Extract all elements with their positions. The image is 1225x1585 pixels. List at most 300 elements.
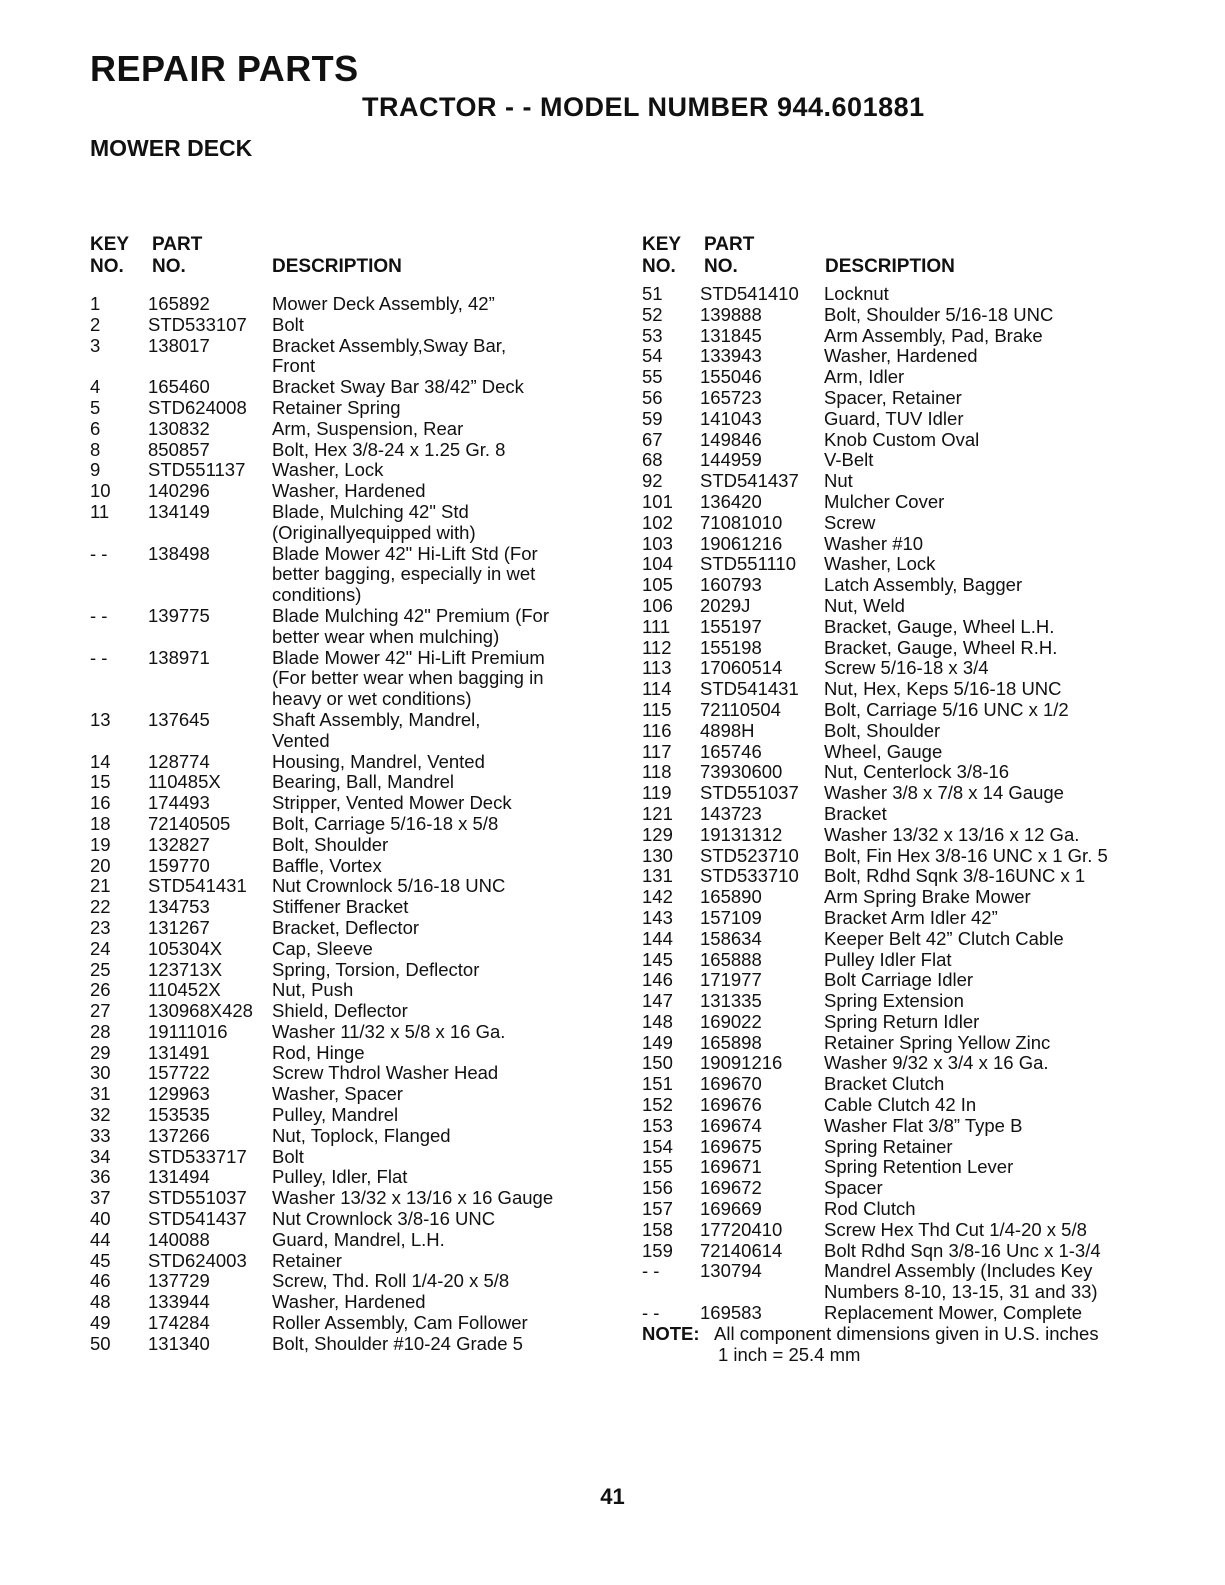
key-number: 150 bbox=[642, 1052, 673, 1074]
key-number: 155 bbox=[642, 1156, 673, 1178]
key-number: 1 bbox=[90, 293, 101, 314]
conversion-note bbox=[642, 1345, 1162, 1366]
part-row bbox=[642, 929, 1162, 950]
part-row bbox=[642, 554, 1162, 575]
column-headers bbox=[642, 234, 1162, 282]
part-row bbox=[642, 388, 1162, 409]
part-number: 19091216 bbox=[700, 1052, 783, 1074]
key-number: 67 bbox=[642, 428, 663, 450]
key-number: 32 bbox=[90, 1104, 111, 1126]
key-header-line2: NO. bbox=[90, 256, 124, 277]
part-row bbox=[90, 918, 590, 939]
part-row bbox=[642, 825, 1162, 846]
key-number: 34 bbox=[90, 1145, 111, 1167]
part-row bbox=[642, 492, 1162, 513]
key-number: 149 bbox=[642, 1031, 673, 1053]
key-number: 54 bbox=[642, 345, 663, 367]
part-description: Washer, Hardened bbox=[272, 1291, 426, 1313]
part-row bbox=[642, 866, 1162, 887]
part-description: Bracket, Deflector bbox=[272, 916, 420, 938]
part-description: Bolt, Shoulder 5/16-18 UNC bbox=[824, 303, 1054, 325]
key-number: 157 bbox=[642, 1198, 673, 1220]
part-description: Rod, Hinge bbox=[272, 1041, 365, 1063]
key-number: - - bbox=[90, 604, 108, 626]
part-number: 157109 bbox=[700, 906, 762, 928]
part-description: Blade Mower 42" Hi-Lift Std (For better bagging, especially in wet conditions) bbox=[272, 542, 538, 606]
part-row bbox=[642, 534, 1162, 555]
part-row bbox=[642, 846, 1162, 867]
part-description: Spring Return Idler bbox=[824, 1010, 980, 1032]
part-header-line1: PART bbox=[152, 234, 203, 255]
key-number: - - bbox=[642, 1260, 660, 1282]
part-row bbox=[642, 367, 1162, 388]
key-number: 92 bbox=[642, 470, 663, 492]
part-row bbox=[90, 1188, 590, 1209]
part-number: 160793 bbox=[700, 574, 762, 596]
key-number: - - bbox=[642, 1302, 660, 1324]
part-number: 169583 bbox=[700, 1302, 762, 1324]
column-headers bbox=[90, 234, 590, 282]
part-description: Bracket, Gauge, Wheel L.H. bbox=[824, 615, 1055, 637]
part-description: Bolt Rdhd Sqn 3/8-16 Unc x 1-3/4 bbox=[824, 1239, 1101, 1261]
part-description: Washer Flat 3/8” Type B bbox=[824, 1114, 1023, 1136]
conversion-text: 1 inch = 25.4 mm bbox=[718, 1343, 861, 1365]
part-description: Bolt, Carriage 5/16-18 x 5/8 bbox=[272, 812, 499, 834]
part-row bbox=[90, 1313, 590, 1334]
part-description: Bracket, Gauge, Wheel R.H. bbox=[824, 636, 1058, 658]
key-number: 16 bbox=[90, 792, 111, 814]
part-header-line1: PART bbox=[704, 234, 755, 255]
part-number: 138017 bbox=[148, 334, 210, 356]
key-number: 4 bbox=[90, 376, 101, 398]
part-description: Bolt, Shoulder bbox=[272, 833, 389, 855]
part-description: Mandrel Assembly (Includes Key Numbers 8-10, 13-15, 31 and 33) bbox=[824, 1260, 1098, 1303]
part-row bbox=[90, 1022, 590, 1043]
part-number: STD541431 bbox=[700, 678, 799, 700]
parts-list-left bbox=[90, 234, 590, 1355]
part-number: 155198 bbox=[700, 636, 762, 658]
part-description: Knob Custom Oval bbox=[824, 428, 980, 450]
part-description: Bracket Clutch bbox=[824, 1073, 945, 1095]
key-number: 55 bbox=[642, 366, 663, 388]
key-number: 145 bbox=[642, 948, 673, 970]
part-description: Washer, Spacer bbox=[272, 1083, 403, 1105]
part-row bbox=[642, 305, 1162, 326]
part-header-line2: NO. bbox=[704, 256, 738, 277]
part-number: 155197 bbox=[700, 615, 762, 637]
part-row bbox=[90, 315, 590, 336]
part-number: 165723 bbox=[700, 386, 762, 408]
part-row bbox=[90, 876, 590, 897]
part-number: 19131312 bbox=[700, 823, 783, 845]
part-description: Shield, Deflector bbox=[272, 1000, 408, 1022]
parts-list-right bbox=[642, 234, 1162, 1365]
part-description: Screw Hex Thd Cut 1/4-20 x 5/8 bbox=[824, 1218, 1087, 1240]
part-header-line2: NO. bbox=[152, 256, 186, 277]
part-description: Bolt, Carriage 5/16 UNC x 1/2 bbox=[824, 698, 1069, 720]
key-number: 50 bbox=[90, 1332, 111, 1354]
part-row bbox=[642, 950, 1162, 971]
part-number: 132827 bbox=[148, 833, 210, 855]
part-description: Keeper Belt 42” Clutch Cable bbox=[824, 927, 1064, 949]
key-number: 118 bbox=[642, 761, 672, 783]
key-number: 36 bbox=[90, 1166, 111, 1188]
part-number: STD551037 bbox=[148, 1187, 247, 1209]
part-number: 165898 bbox=[700, 1031, 762, 1053]
part-row bbox=[90, 1292, 590, 1313]
part-number: 138971 bbox=[148, 646, 210, 668]
part-description: Rod Clutch bbox=[824, 1198, 916, 1220]
part-description: Washer 11/32 x 5/8 x 16 Ga. bbox=[272, 1020, 506, 1042]
key-number: 37 bbox=[90, 1187, 111, 1209]
part-number: 130968X428 bbox=[148, 1000, 253, 1022]
part-row bbox=[90, 814, 590, 835]
key-number: 24 bbox=[90, 937, 111, 959]
part-row bbox=[642, 1303, 1162, 1324]
part-description: Guard, TUV Idler bbox=[824, 407, 964, 429]
key-number: 142 bbox=[642, 886, 673, 908]
part-row bbox=[90, 1084, 590, 1105]
part-description: Housing, Mandrel, Vented bbox=[272, 750, 485, 772]
key-number: 153 bbox=[642, 1114, 673, 1136]
key-header-line1: KEY bbox=[642, 234, 682, 255]
part-number: 110452X bbox=[148, 979, 221, 1001]
part-number: 134149 bbox=[148, 500, 210, 522]
part-description: Stiffener Bracket bbox=[272, 896, 409, 918]
part-number: STD523710 bbox=[700, 844, 799, 866]
part-number: 71081010 bbox=[700, 511, 783, 533]
part-description: Screw Thdrol Washer Head bbox=[272, 1062, 499, 1084]
part-row bbox=[642, 970, 1162, 991]
part-row bbox=[642, 617, 1162, 638]
part-row bbox=[90, 1167, 590, 1188]
part-row bbox=[90, 606, 590, 648]
part-row bbox=[642, 1178, 1162, 1199]
key-number: 106 bbox=[642, 594, 673, 616]
key-number: 158 bbox=[642, 1218, 673, 1240]
part-description: Shaft Assembly, Mandrel, Vented bbox=[272, 708, 481, 751]
part-description: Spring Retainer bbox=[824, 1135, 953, 1157]
part-row bbox=[642, 1116, 1162, 1137]
part-number: 137266 bbox=[148, 1124, 210, 1146]
part-row bbox=[642, 1033, 1162, 1054]
part-number: 169676 bbox=[700, 1094, 762, 1116]
key-number: 21 bbox=[90, 875, 111, 897]
part-number: 139775 bbox=[148, 604, 210, 626]
part-row bbox=[90, 939, 590, 960]
part-row bbox=[90, 440, 590, 461]
part-number: 131267 bbox=[148, 916, 210, 938]
part-description: Screw bbox=[824, 511, 876, 533]
part-description: Bracket Sway Bar 38/42” Deck bbox=[272, 376, 524, 398]
part-number: 2029J bbox=[700, 594, 751, 616]
note-text: All component dimensions given in U.S. inches bbox=[714, 1322, 1099, 1344]
part-number: 174493 bbox=[148, 792, 210, 814]
part-row bbox=[90, 336, 590, 378]
key-number: 103 bbox=[642, 532, 673, 554]
part-row bbox=[642, 1157, 1162, 1178]
part-number: 17720410 bbox=[700, 1218, 783, 1240]
part-row bbox=[642, 575, 1162, 596]
part-description: Nut, Centerlock 3/8-16 bbox=[824, 761, 1010, 783]
part-number: 155046 bbox=[700, 366, 762, 388]
key-number: 111 bbox=[642, 615, 671, 637]
part-description: Arm, Idler bbox=[824, 366, 905, 388]
key-number: 114 bbox=[642, 678, 672, 700]
key-number: 105 bbox=[642, 574, 673, 596]
part-row bbox=[642, 804, 1162, 825]
key-number: 52 bbox=[642, 303, 663, 325]
part-number: 171977 bbox=[700, 969, 762, 991]
parts-rows bbox=[90, 294, 590, 1355]
part-row bbox=[642, 326, 1162, 347]
part-row bbox=[642, 1012, 1162, 1033]
part-row bbox=[642, 887, 1162, 908]
part-number: 17060514 bbox=[700, 657, 783, 679]
part-number: 165890 bbox=[700, 886, 762, 908]
part-row bbox=[90, 710, 590, 752]
part-row bbox=[642, 908, 1162, 929]
part-description: Arm Spring Brake Mower bbox=[824, 886, 1031, 908]
part-description: Spring, Torsion, Deflector bbox=[272, 958, 480, 980]
key-number: 29 bbox=[90, 1041, 111, 1063]
key-number: 28 bbox=[90, 1020, 111, 1042]
part-number: 169670 bbox=[700, 1073, 762, 1095]
part-description: Arm Assembly, Pad, Brake bbox=[824, 324, 1043, 346]
part-row bbox=[642, 513, 1162, 534]
key-number: 131 bbox=[642, 865, 673, 887]
part-row bbox=[90, 960, 590, 981]
part-description: Stripper, Vented Mower Deck bbox=[272, 792, 512, 814]
part-row bbox=[90, 1209, 590, 1230]
part-row bbox=[90, 1334, 590, 1355]
part-description: Bracket Arm Idler 42” bbox=[824, 906, 998, 928]
part-number: STD541437 bbox=[700, 470, 799, 492]
part-row bbox=[90, 1063, 590, 1084]
key-number: 117 bbox=[642, 740, 672, 762]
part-description: V-Belt bbox=[824, 449, 874, 471]
part-description: Nut Crownlock 5/16-18 UNC bbox=[272, 875, 506, 897]
key-number: 148 bbox=[642, 1010, 673, 1032]
key-number: 14 bbox=[90, 750, 111, 772]
part-description: Spring Retention Lever bbox=[824, 1156, 1014, 1178]
part-number: STD551110 bbox=[700, 553, 796, 575]
key-number: 59 bbox=[642, 407, 663, 429]
part-number: 149846 bbox=[700, 428, 762, 450]
key-number: 2 bbox=[90, 313, 101, 335]
key-number: 26 bbox=[90, 979, 111, 1001]
part-number: 140296 bbox=[148, 480, 210, 502]
part-row bbox=[642, 1261, 1162, 1303]
key-number: 48 bbox=[90, 1291, 111, 1313]
part-description: Spacer, Retainer bbox=[824, 386, 962, 408]
key-number: 159 bbox=[642, 1239, 673, 1261]
part-number: 169674 bbox=[700, 1114, 762, 1136]
part-description: Cap, Sleeve bbox=[272, 937, 373, 959]
part-row bbox=[642, 1220, 1162, 1241]
part-description: Nut, Toplock, Flanged bbox=[272, 1124, 451, 1146]
part-description: Cable Clutch 42 In bbox=[824, 1094, 977, 1116]
part-row bbox=[642, 346, 1162, 367]
part-description: Guard, Mandrel, L.H. bbox=[272, 1228, 445, 1250]
part-number: 157722 bbox=[148, 1062, 210, 1084]
key-number: 151 bbox=[642, 1073, 673, 1095]
key-number: 53 bbox=[642, 324, 663, 346]
part-row bbox=[90, 1230, 590, 1251]
key-number: 13 bbox=[90, 708, 111, 730]
key-number: 11 bbox=[90, 500, 110, 522]
part-number: 134753 bbox=[148, 896, 210, 918]
model-subtitle: TRACTOR - - MODEL NUMBER 944.601881 bbox=[362, 92, 925, 122]
part-number: 130832 bbox=[148, 417, 210, 439]
part-number: 4898H bbox=[700, 719, 755, 741]
part-description: Roller Assembly, Cam Follower bbox=[272, 1312, 528, 1334]
part-row bbox=[642, 1095, 1162, 1116]
key-number: 152 bbox=[642, 1094, 673, 1116]
part-number: 144959 bbox=[700, 449, 762, 471]
part-number: 72140614 bbox=[700, 1239, 783, 1261]
part-description: Washer 13/32 x 13/16 x 16 Gauge bbox=[272, 1187, 554, 1209]
key-number: 116 bbox=[642, 719, 672, 741]
part-description: Locknut bbox=[824, 283, 889, 304]
part-description: Mulcher Cover bbox=[824, 490, 945, 512]
part-number: 169669 bbox=[700, 1198, 762, 1220]
part-description: Mower Deck Assembly, 42” bbox=[272, 293, 495, 314]
part-number: 159770 bbox=[148, 854, 210, 876]
part-number: STD624008 bbox=[148, 396, 247, 418]
key-number: 147 bbox=[642, 990, 673, 1012]
key-number: 10 bbox=[90, 480, 111, 502]
part-row bbox=[642, 700, 1162, 721]
key-number: 144 bbox=[642, 927, 673, 949]
key-number: 46 bbox=[90, 1270, 111, 1292]
part-description: Bolt Carriage Idler bbox=[824, 969, 974, 991]
part-number: 169672 bbox=[700, 1177, 762, 1199]
part-number: 130794 bbox=[700, 1260, 762, 1282]
part-row bbox=[90, 1043, 590, 1064]
part-description: Washer, Hardened bbox=[824, 345, 978, 367]
part-number: 131845 bbox=[700, 324, 762, 346]
part-row bbox=[642, 679, 1162, 700]
part-row bbox=[642, 658, 1162, 679]
part-description: Retainer Spring Yellow Zinc bbox=[824, 1031, 1051, 1053]
part-description: Pulley, Idler, Flat bbox=[272, 1166, 408, 1188]
key-number: 68 bbox=[642, 449, 663, 471]
key-number: 18 bbox=[90, 812, 111, 834]
part-description: Bolt bbox=[272, 313, 304, 335]
part-row bbox=[642, 284, 1162, 305]
part-row bbox=[90, 835, 590, 856]
part-number: STD541410 bbox=[700, 283, 799, 304]
part-description: Replacement Mower, Complete bbox=[824, 1302, 1083, 1324]
part-row bbox=[90, 377, 590, 398]
part-number: 133944 bbox=[148, 1291, 210, 1313]
part-number: 143723 bbox=[700, 802, 762, 824]
part-number: 131340 bbox=[148, 1332, 210, 1354]
key-number: 19 bbox=[90, 833, 111, 855]
key-number: 113 bbox=[642, 657, 672, 679]
part-number: 131491 bbox=[148, 1041, 210, 1063]
key-number: 112 bbox=[642, 636, 672, 658]
part-number: STD624003 bbox=[148, 1249, 247, 1271]
part-number: 131494 bbox=[148, 1166, 210, 1188]
part-number: 137645 bbox=[148, 708, 210, 730]
key-number: 9 bbox=[90, 459, 101, 481]
part-number: 123713X bbox=[148, 958, 223, 980]
part-description: Bolt, Rdhd Sqnk 3/8-16UNC x 1 bbox=[824, 865, 1086, 887]
part-row bbox=[642, 991, 1162, 1012]
part-number: 169675 bbox=[700, 1135, 762, 1157]
part-description: Bolt, Fin Hex 3/8-16 UNC x 1 Gr. 5 bbox=[824, 844, 1108, 866]
part-description: Bracket Assembly,Sway Bar, Front bbox=[272, 334, 507, 377]
key-number: 30 bbox=[90, 1062, 111, 1084]
part-description: Pulley, Mandrel bbox=[272, 1104, 399, 1126]
part-number: 137729 bbox=[148, 1270, 210, 1292]
part-description: Washer, Lock bbox=[272, 459, 384, 481]
part-description: Nut, Hex, Keps 5/16-18 UNC bbox=[824, 678, 1062, 700]
part-number: STD551137 bbox=[148, 459, 246, 481]
key-number: 22 bbox=[90, 896, 111, 918]
part-number: 128774 bbox=[148, 750, 210, 772]
part-row bbox=[642, 762, 1162, 783]
key-header-line2: NO. bbox=[642, 256, 676, 277]
page-title: REPAIR PARTS bbox=[90, 48, 359, 89]
part-description: Baffle, Vortex bbox=[272, 854, 382, 876]
part-description: Nut, Push bbox=[272, 979, 354, 1001]
part-row bbox=[642, 1074, 1162, 1095]
part-description: Nut bbox=[824, 470, 853, 492]
part-number: 174284 bbox=[148, 1312, 210, 1334]
key-number: 156 bbox=[642, 1177, 673, 1199]
part-row bbox=[90, 1251, 590, 1272]
part-row bbox=[642, 596, 1162, 617]
part-number: 19061216 bbox=[700, 532, 783, 554]
key-number: 121 bbox=[642, 802, 673, 824]
key-number: 45 bbox=[90, 1249, 111, 1271]
part-number: 72110504 bbox=[700, 698, 781, 720]
key-number: 146 bbox=[642, 969, 673, 991]
part-description: Screw, Thd. Roll 1/4-20 x 5/8 bbox=[272, 1270, 510, 1292]
key-number: 25 bbox=[90, 958, 111, 980]
part-description: Spring Extension bbox=[824, 990, 964, 1012]
part-number: STD533710 bbox=[700, 865, 799, 887]
part-row bbox=[90, 481, 590, 502]
part-number: 105304X bbox=[148, 937, 223, 959]
part-number: STD541431 bbox=[148, 875, 247, 897]
key-number: 23 bbox=[90, 916, 111, 938]
key-number: 6 bbox=[90, 417, 101, 439]
key-number: 49 bbox=[90, 1312, 111, 1334]
part-number: 72140505 bbox=[148, 812, 231, 834]
key-number: 115 bbox=[642, 698, 672, 720]
part-number: 165460 bbox=[148, 376, 210, 398]
part-row bbox=[90, 460, 590, 481]
part-description: Washer 9/32 x 3/4 x 16 Ga. bbox=[824, 1052, 1049, 1074]
part-number: 19111016 bbox=[148, 1020, 228, 1042]
part-description: Washer #10 bbox=[824, 532, 924, 554]
part-row bbox=[90, 856, 590, 877]
part-description: Retainer bbox=[272, 1249, 342, 1271]
page-number: 41 bbox=[600, 1484, 625, 1509]
part-description: Wheel, Gauge bbox=[824, 740, 943, 762]
part-number: STD541437 bbox=[148, 1208, 247, 1230]
part-number: 136420 bbox=[700, 490, 762, 512]
part-row bbox=[642, 742, 1162, 763]
part-row bbox=[642, 1137, 1162, 1158]
part-number: 850857 bbox=[148, 438, 210, 460]
part-row bbox=[90, 1105, 590, 1126]
part-row bbox=[642, 638, 1162, 659]
